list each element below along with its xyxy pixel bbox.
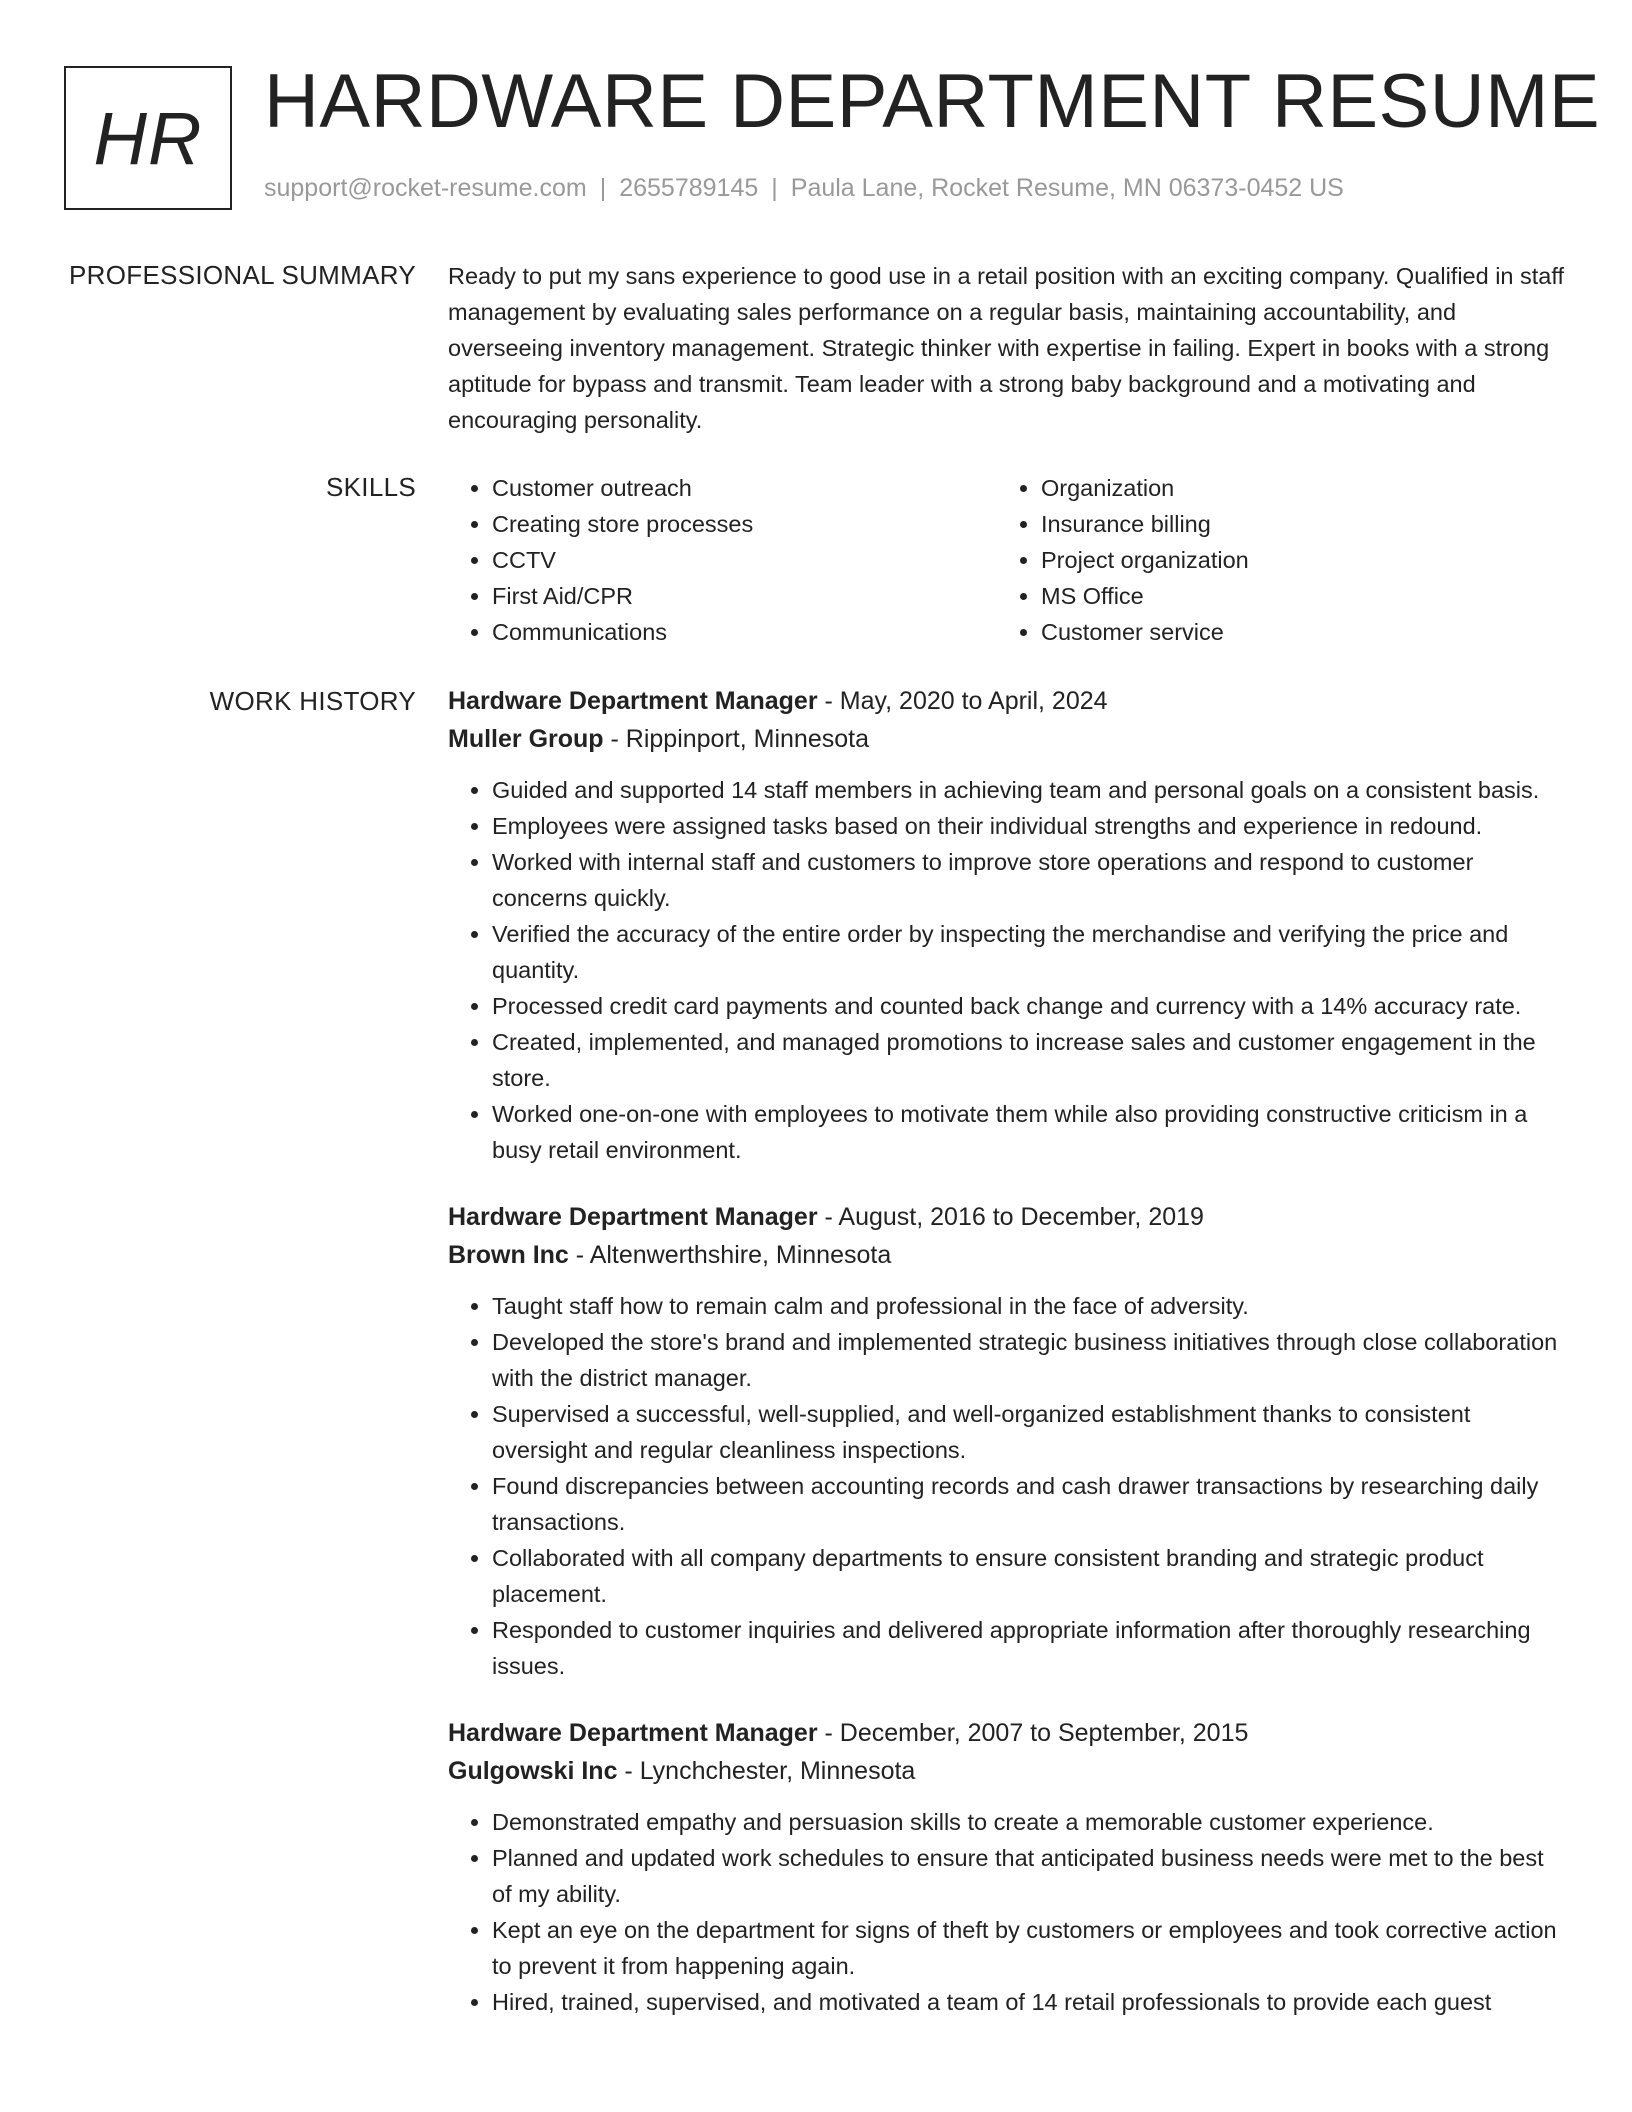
job-bullet: • Employees were assigned tasks based on their individual strengths and experience in redound.	[492, 808, 1568, 844]
skill-item: • Customer service	[1041, 614, 1546, 650]
job-bullet: • Supervised a successful, well-supplied, and well-organized establishment thanks to consistent oversight and regular cleanliness inspections.	[492, 1396, 1568, 1468]
skills-section	[64, 472, 1568, 652]
job-bullets	[448, 772, 1568, 1168]
job-bullet: • Found discrepancies between accounting records and cash drawer transactions by researching daily transactions.	[492, 1468, 1568, 1540]
job-bullet: • Collaborated with all company departments to ensure consistent branding and strategic product placement.	[492, 1540, 1568, 1612]
job-title: Hardware Department Manager	[448, 1203, 818, 1231]
skill-item: • Communications	[492, 614, 997, 650]
job-title-line	[448, 682, 1568, 720]
job-location: Lynchchester, Minnesota	[639, 1757, 916, 1785]
job-location: Rippinport, Minnesota	[625, 725, 869, 753]
job-dates: May, 2020 to April, 2024	[839, 687, 1108, 715]
job-bullet: • Hired, trained, supervised, and motivated a team of 14 retail professionals to provide each guest	[492, 1984, 1568, 2020]
job-bullet: • Processed credit card payments and counted back change and currency with a 14% accuracy rate.	[492, 988, 1568, 1024]
job-dash: -	[817, 1203, 839, 1231]
contact-separator: |	[599, 174, 607, 202]
job-location: Altenwerthshire, Minnesota	[589, 1241, 892, 1269]
job-bullets	[448, 1288, 1568, 1684]
job-bullet: • Taught staff how to remain calm and professional in the face of adversity.	[492, 1288, 1568, 1324]
summary-section	[64, 260, 1568, 440]
skill-item: • First Aid/CPR	[492, 578, 997, 614]
job-bullet: • Kept an eye on the department for signs of theft by customers or employees and took corrective action to prevent it from happening again.	[492, 1912, 1568, 1984]
job-title-line	[448, 1714, 1568, 1752]
job-company: Gulgowski Inc	[448, 1757, 618, 1785]
job-company: Brown Inc	[448, 1241, 569, 1269]
section-label-work-history: WORK HISTORY	[209, 686, 416, 716]
skill-item: • Customer outreach	[492, 470, 997, 506]
work-history-section	[64, 686, 1568, 2112]
resume-title: HARDWARE DEPARTMENT RESUME	[264, 59, 1601, 144]
work-history-body	[448, 682, 1568, 2050]
job-company-line	[448, 720, 1568, 758]
job-title-line	[448, 1198, 1568, 1236]
job-bullet: • Worked one-on-one with employees to motivate them while also providing constructive criticism in a busy retail environment.	[492, 1096, 1568, 1168]
section-label-skills: SKILLS	[326, 472, 416, 502]
job-entry	[448, 1714, 1568, 2020]
contact-line	[264, 174, 1344, 203]
skill-item: • Creating store processes	[492, 506, 997, 542]
skill-item: • Insurance billing	[1041, 506, 1546, 542]
job-bullet: • Created, implemented, and managed promotions to increase sales and customer engagement in the store.	[492, 1024, 1568, 1096]
job-dash: -	[603, 725, 626, 753]
skill-item: • Project organization	[1041, 542, 1546, 578]
skills-list-left	[448, 470, 997, 650]
job-bullet: • Responded to customer inquiries and delivered appropriate information after thoroughly researching issues.	[492, 1612, 1568, 1684]
skill-item: • CCTV	[492, 542, 997, 578]
job-dash: -	[817, 1719, 840, 1747]
job-bullet: • Developed the store's brand and implemented strategic business initiatives through close collaboration with the district manager.	[492, 1324, 1568, 1396]
job-company-line	[448, 1236, 1568, 1274]
job-bullet: • Demonstrated empathy and persuasion skills to create a memorable customer experience.	[492, 1804, 1568, 1840]
job-dash: -	[617, 1757, 640, 1785]
contact-address: Paula Lane, Rocket Resume, MN 06373-0452 US	[790, 174, 1344, 202]
job-dash: -	[568, 1241, 590, 1269]
job-title: Hardware Department Manager	[448, 687, 818, 715]
job-bullet: • Worked with internal staff and customers to improve store operations and respond to customer concerns quickly.	[492, 844, 1568, 916]
job-dates: December, 2007 to September, 2015	[839, 1719, 1249, 1747]
job-bullet: • Verified the accuracy of the entire order by inspecting the merchandise and verifying the price and quantity.	[492, 916, 1568, 988]
monogram-logo: HR	[64, 66, 232, 210]
resume-header	[64, 59, 1601, 210]
contact-email[interactable]: support@rocket-resume.com	[264, 174, 587, 202]
job-bullet: • Guided and supported 14 staff members in achieving team and personal goals on a consistent basis.	[492, 772, 1568, 808]
job-company-line	[448, 1752, 1568, 1790]
summary-text: Ready to put my sans experience to good use in a retail position with an exciting company. Qualified in staff management by evaluating sales performance on a regular basis, maintaining accountability, and overseeing inventory management. Strategic thinker with expertise in failing. Expert in books with a strong aptitude for bypass and transmit. Team leader with a strong baby background and a motivating and encouraging personality.	[448, 263, 1565, 433]
contact-phone[interactable]: 2655789145	[619, 174, 759, 202]
skills-body	[448, 470, 1568, 650]
summary-body	[448, 258, 1568, 438]
job-bullet: • Planned and updated work schedules to ensure that anticipated business needs were met to the best of my ability.	[492, 1840, 1568, 1912]
job-entry	[448, 682, 1568, 1168]
skill-item: • Organization	[1041, 470, 1546, 506]
job-dates: August, 2016 to December, 2019	[838, 1203, 1204, 1231]
contact-separator: |	[771, 174, 778, 202]
skills-list-right	[997, 470, 1546, 650]
job-entry	[448, 1198, 1568, 1684]
skill-item: • MS Office	[1041, 578, 1546, 614]
section-label-summary: PROFESSIONAL SUMMARY	[69, 260, 416, 290]
job-bullets	[448, 1804, 1568, 2020]
job-dash: -	[817, 687, 840, 715]
job-company: Muller Group	[448, 725, 604, 753]
job-title: Hardware Department Manager	[448, 1719, 818, 1747]
